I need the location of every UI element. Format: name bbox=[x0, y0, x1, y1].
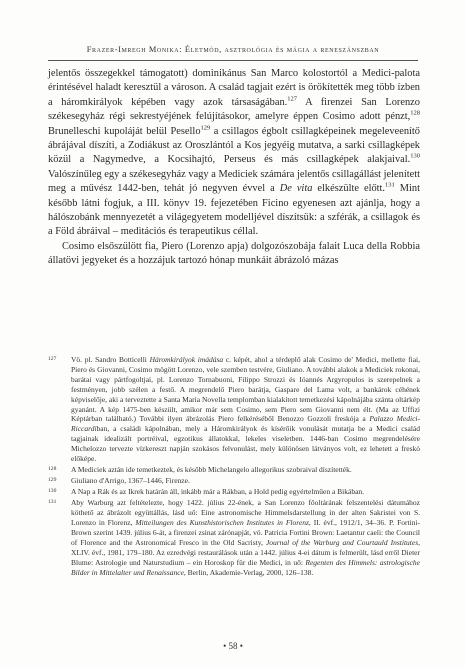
text-run: jelentős összegekkel támogatott) dominikánus San Marco kolostortól a Medici-palota érintésével haladt keresztül a városon. A család tagjait ezért is örökítették meg több ízben a háromkirályok képében vagy azok társaságában. bbox=[48, 68, 420, 108]
header-rule bbox=[48, 60, 418, 61]
text-run: A Mediciek aztán ide temetkeztek, és később Michelangelo allegorikus szobraival díszítették. bbox=[71, 465, 352, 475]
footnote-131 bbox=[48, 498, 420, 577]
footnote-number: 131 bbox=[48, 499, 57, 506]
footnote-number: 127 bbox=[48, 356, 57, 362]
footnotes bbox=[48, 355, 420, 579]
text-run: A Nap a Rák és az Ikrek határán áll, inkább már a Rákban, a Hold pedig egyértelműen a Bikában. bbox=[71, 487, 365, 497]
page-number: • 58 • bbox=[223, 641, 243, 651]
footnote-number: 129 bbox=[48, 477, 57, 484]
italic-title: Palazzo Medici-Riccardi bbox=[71, 414, 420, 434]
running-header: Frazer-Imregh Monika: Életmód, asztrológia és mágia a reneszánszban bbox=[86, 45, 380, 54]
text-run: Brunelleschi kupoláját belül Pesello bbox=[48, 125, 201, 137]
text-run: elkészülte előtt. bbox=[312, 183, 386, 195]
text-run: Mint később látni fogjuk, a III. könyv 19. fejezetében Ficino egyenesen azt ajánlja, hogy a hálószobánk mennyezetét a világegyetem modelljével díszítsük: a szférák, a csillagok és a Föld ábráival – meditációs és terapeutikus céllal. bbox=[48, 183, 420, 238]
italic-title: Regenten des Himmels: astrologische Bilder in Mittelalter und Renaissance bbox=[71, 557, 420, 577]
footnote-ref: 127 bbox=[287, 95, 298, 103]
italic-title: Háromkirályok imádása bbox=[149, 355, 224, 364]
italic-title: De vita bbox=[279, 183, 313, 195]
footnote-130 bbox=[48, 487, 420, 497]
paragraph-2: Cosimo elsőszülött fia, Piero (Lorenzo apja) dolgozószobája falait Luca della Robbia állatövi jegyeket és a hozzájuk tartozó hónap munkáit ábrázoló mázas bbox=[48, 240, 420, 267]
footnote-ref: 129 bbox=[200, 124, 211, 132]
footnote-number: 128 bbox=[48, 466, 57, 473]
text-run: Giuliano d'Arrigo, 1367–1446, Firenze. bbox=[71, 476, 190, 486]
text-run: Vö. pl. Sandro Botticelli bbox=[71, 355, 150, 364]
text-run: A firenzei San Lorenzo székesegyház régi sekrestyéjének felújításokor, amelyre éppen Cosimo adott pénzt, bbox=[48, 96, 420, 123]
text-run: ban, a családi kápolnában, mely a Háromkirályok és kísérőik vonulását mutatja be a Medici család tagjainak idealizált portréival, egzotikus állatokkal, lekeles viseletben. 1446-ban Cosimo megrendelésére Michelozzo tervezte vízkereszt napján szokásos felvonulást, mely különösen látványos volt, ez lehetett a freskó előképe. bbox=[71, 424, 420, 464]
footnote-128 bbox=[48, 465, 420, 475]
text-run: , II. évf., 1912/1, 34–36. P. Fortini-Brown szerint 1439. július 6-át, a firenzei zsinat zárónapját, vö. Patricia Fortini Brown: Laetantur caeli: the Council of Florence and the Astronomical Fresco in the Old Sacristy, bbox=[71, 518, 420, 548]
text-run: a csillagos égbolt csillagképeinek megeleveenítő ábrájával díszíti, a Zodiákust az Oroszlántól a Kos jegyéig mutatva, a sarki csillagképek közül a Nagymedve, a Kocsihajtó, Perseus és más csillagképek alakjaival. bbox=[48, 125, 420, 166]
footnote-129 bbox=[48, 476, 420, 486]
paragraph-1 bbox=[48, 67, 420, 240]
footnote-ref: 130 bbox=[410, 152, 420, 160]
text-run: , XLIV. évf., 1981, 179–180. Az ezredvégi restaurálások után a 1442. július 4-ei dátum is felmerült, lásd erről Dieter Blume: Astrologie und Naturstudium – ein Horoskop für die Medici, in uő: bbox=[71, 538, 420, 567]
text-run: Valószínűleg egy a székesegyház vagy a Mediciek számára jelentős csillagállást jelenített meg a művész 1442-ben, tehát jó negyven évvel a bbox=[48, 168, 420, 195]
footnote-number: 130 bbox=[48, 488, 57, 495]
text-run: , Berlin, Akademie-Verlag, 2000, 126–138. bbox=[183, 567, 314, 577]
footnote-127 bbox=[48, 355, 420, 464]
footnote-ref: 128 bbox=[410, 109, 420, 117]
footnote-ref: 131 bbox=[385, 181, 395, 189]
text-run: Aby Warburg azt feltételezte, hogy 1422. július 22-ének, a San Lorenzo főoltárának felszentelési dátumához köthető az ábrázolt együttállás, lásd uő: Eine astronomische Himmelsdarstellung in der alten Sakristei von S. Lorenzo in Florenz, bbox=[71, 498, 420, 528]
main-text bbox=[48, 67, 420, 269]
italic-title: Journal of the Warburg and Courtauld Institutes bbox=[265, 538, 419, 548]
text-run: c. képét, ahol a térdeplő alak Cosimo de' Medici, mellette fiai, Piero és Giovanni, Cosimo mögött Lorenzo, vele szemben testvére, Giuliano. A további alakok a Mediciek rokonai, barátai vagy pártfogoltjai, pl. Lorenzo Tornabuoni, Filippo Strozzi és Ióannés Argyropulos is szerepelnek a festményen, jobb szélen a festő. A megrendelő Piero barátja, Gaspare del Lama volt, a bankárok céhének képviselője, aki a terveztette a Santa Maria Novella templomban kialakított temetkezési kápolnájába szánta oltárkép gyanánt. A kép 1475-ben készült, amikor már sem Cosimo, sem Piero sem Giovanni nem élt. (Ma az Uffizi Képtárban található.) További ilyen ábrázolás Piero felkéréséből Benozzo Gozzoli freskója a bbox=[71, 355, 420, 424]
italic-title: Mitteilungen des Kunsthistorischen Institutes in Florenz bbox=[135, 518, 309, 528]
